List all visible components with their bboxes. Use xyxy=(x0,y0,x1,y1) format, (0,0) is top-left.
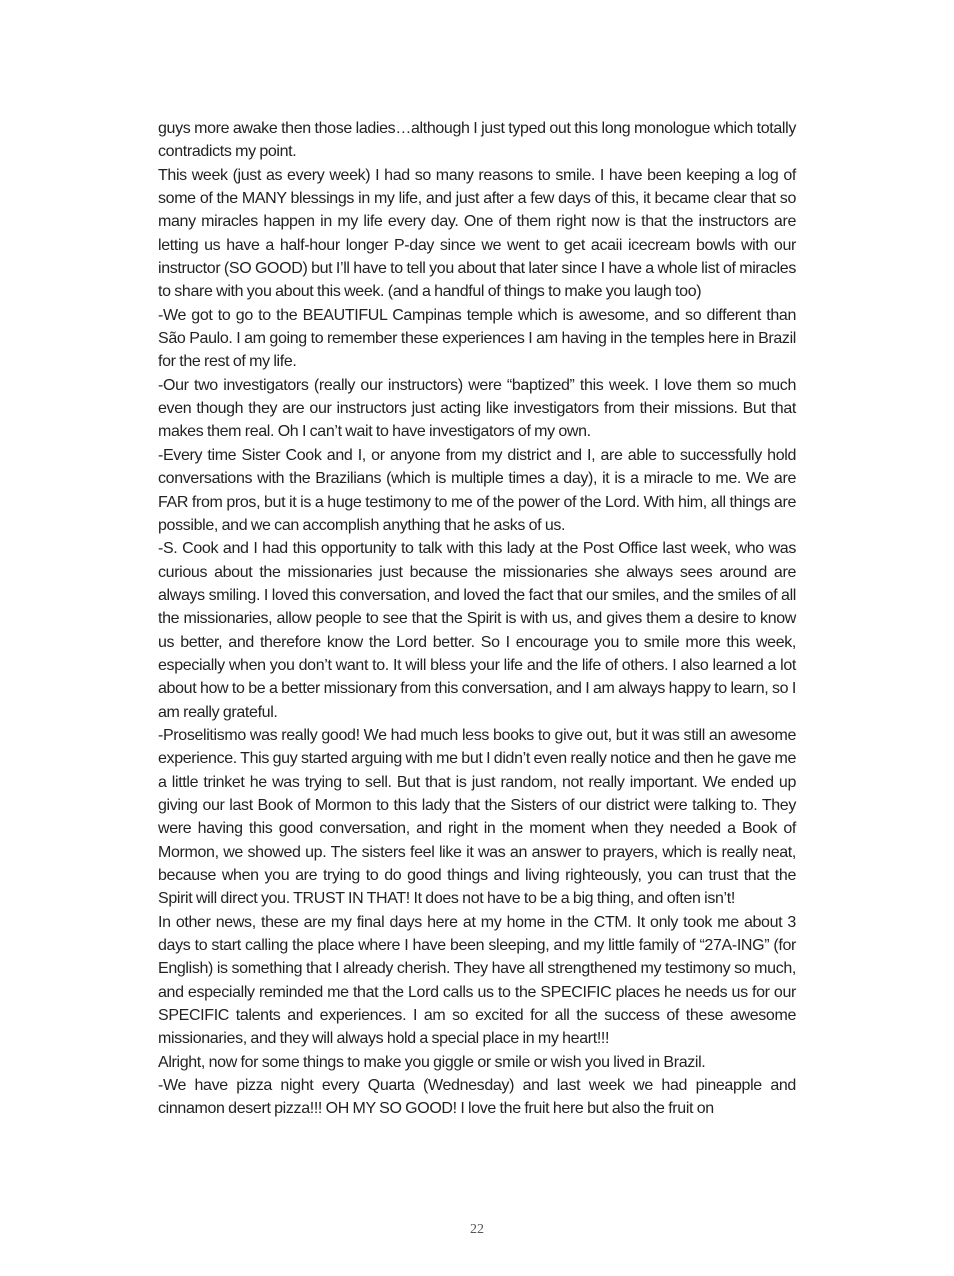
paragraph-pizza: -We have pizza night every Quarta (Wednesday) and last week we had pineapple and cinnamon desert pizza!!! OH MY SO GOOD! I love the fruit here but also the fruit on xyxy=(158,1077,796,1118)
paragraph-temple: -We got to go to the BEAUTIFUL Campinas temple which is awesome, and so different than São Paulo. I am going to remember these experiences I am having in the temples here in Brazil for the rest of my life. xyxy=(158,306,796,371)
paragraph-this-week: This week (just as every week) I had so many reasons to smile. I have been keeping a log of some of the MANY blessings in my life, and just after a few days of this, it became clear that so many miracles happen in my life every day. One of them right now is that the instructors are letting us have a half-hour longer P-day since we went to get acaii icecream bowls with our instructor (SO GOOD) but I’ll have to tell you about that later since I have a whole list of miracles to share with you about this week. (and a handful of things to make you laugh too) xyxy=(158,166,796,301)
paragraph-other-news: In other news, these are my final days here at my home in the CTM. It only took me about 3 days to start calling the place where I have been sleeping, and my little family of “27A-ING” (for English) is something that I already cherish. They have all strengthened my testimony so much, and especially reminded me that the Lord calls us to the SPECIFIC places he needs us for our SPECIFIC talents and experiences. I am so excited for all the success of these awesome missionaries, and they will always hold a special place in my heart!!! xyxy=(158,913,796,1048)
paragraph-proselitismo: -Proselitismo was really good! We had much less books to give out, but it was still an awesome experience. This guy started arguing with me but I didn’t even really notice and then he gave me a little trinket he was trying to sell. But that is just random, not really important. We ended up giving our last Book of Mormon to this lady that the Sisters of our district were talking to. They were having this good conversation, and right in the moment when they needed a Book of Mormon, we showed up. The sisters feel like it was an answer to prayers, which is really neat, because when you are trying to do good things and living righteously, you can trust that the Spirit will direct you. TRUST IN THAT! It does not have to be a big thing, and often isn’t! xyxy=(158,726,797,908)
page-number: 22 xyxy=(470,1222,484,1237)
paragraph-conversations: -Every time Sister Cook and I, or anyone from my district and I, are able to successfully hold conversations with the Brazilians (which is multiple times a day), it is a miracle to me. We are FAR from pros, but it is a huge testimony to me of the power of the Lord. With him, all things are possible, and we can accomplish anything that he asks of us. xyxy=(158,446,796,534)
paragraph-post-office: -S. Cook and I had this opportunity to talk with this lady at the Post Office last week, who was curious about the missionaries just because the missionaries she always sees around are always smiling. I loved this conversation, and loved the fact that our smiles, and the smiles of all the missionaries, allow people to see that the Spirit is with us, and gives them a desire to know us better, and therefore know the Lord better. So I encourage you to smile more this week, especially when you don’t want to. It will bless your life and the life of others. I also learned a lot about how to be a better missionary from this conversation, and I am always happy to learn, so I am really grateful. xyxy=(158,540,796,721)
paragraph-investigators: -Our two investigators (really our instructors) were “baptized” this week. I love them so much even though they are our instructors just acting like investigators from their missions. But that makes them real. Oh I can’t wait to have investigators of my own. xyxy=(158,376,796,441)
body-text xyxy=(158,117,796,1121)
paragraph-continuation: guys more awake then those ladies…although I just typed out this long monologue which totally contradicts my point. xyxy=(158,120,796,161)
paragraph-giggle: Alright, now for some things to make you giggle or smile or wish you lived in Brazil. xyxy=(158,1053,706,1071)
